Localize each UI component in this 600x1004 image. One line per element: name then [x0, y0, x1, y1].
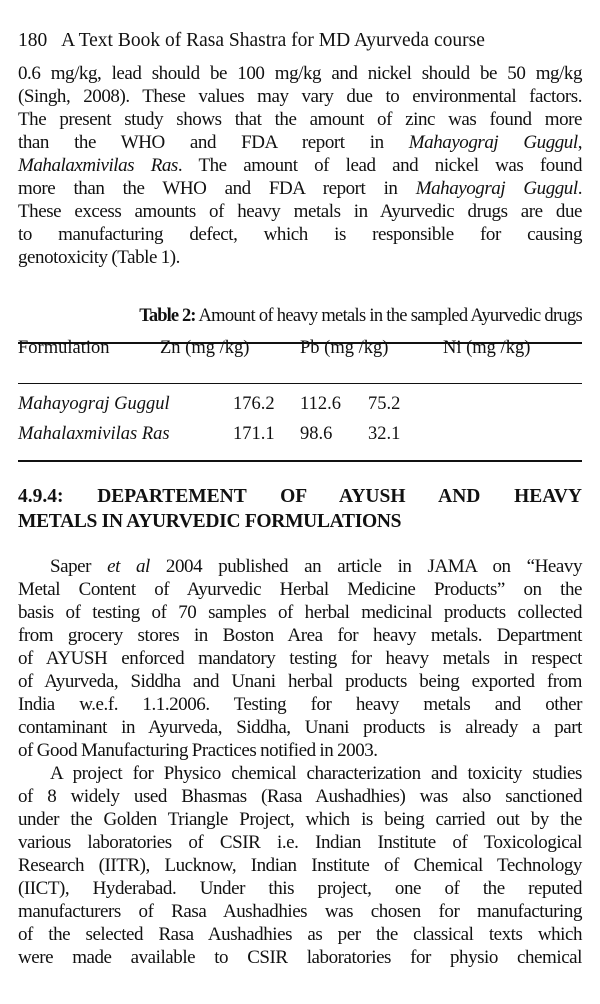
text-segment: under the Golden Triangle Project, which is being carried out by the: [18, 809, 582, 830]
text-segment: 2004 published an article in JAMA on “Heavy: [149, 556, 582, 577]
text-segment: more than the WHO and FDA report in: [18, 178, 416, 199]
page-number: 180: [18, 30, 48, 51]
text-line: [18, 578, 582, 601]
text-segment: A project for Physico chemical characterization and toxicity studies: [50, 763, 582, 784]
text-line: [18, 200, 582, 223]
text-line: [18, 900, 582, 923]
heading-line: 4.9.4: DEPARTEMENT OF AYUSH AND HEAVY: [18, 486, 582, 507]
text-line: [18, 246, 582, 269]
text-line: [18, 131, 582, 154]
italic-text: Mahayograj Guggul: [408, 132, 578, 153]
table-cell: Mahayograj Guggul: [18, 394, 170, 414]
running-header: [18, 30, 485, 52]
table-header-row: [18, 338, 582, 362]
column-header: Pb (mg /kg): [300, 338, 389, 358]
text-segment: of Good Manufacturing Practices notified in 2003.: [18, 740, 378, 761]
section-heading: [18, 484, 582, 534]
text-segment: 0.6 mg/kg, lead should be 100 mg/kg and nickel should be 50 mg/kg: [18, 63, 582, 84]
text-line: [18, 785, 582, 808]
text-segment: (Singh, 2008). These values may vary due to environmental factors.: [18, 86, 582, 107]
table-bottom-rule: [18, 460, 582, 462]
paragraph-intro: [18, 62, 582, 269]
text-segment: Research (IITR), Lucknow, Indian Institute of Chemical Technology: [18, 855, 582, 876]
heading-line: METALS IN AYURVEDIC FORMULATIONS: [18, 511, 402, 532]
table-cell: 98.6: [300, 424, 333, 444]
book-title: A Text Book of Rasa Shastra for MD Ayurveda course: [61, 30, 485, 51]
table-caption-label: Table 2:: [139, 306, 196, 326]
table-row: [18, 394, 582, 418]
paragraph-ayush: [18, 555, 582, 762]
text-segment: of Ayurveda, Siddha and Unani herbal products being exported from: [18, 671, 582, 692]
text-segment: India w.e.f. 1.1.2006. Testing for heavy metals and other: [18, 694, 582, 715]
table-cell: 32.1: [368, 424, 401, 444]
text-line: [18, 946, 582, 969]
text-segment: .: [577, 178, 582, 199]
column-header: Zn (mg /kg): [160, 338, 250, 358]
table-cell: 75.2: [368, 394, 401, 414]
text-segment: were made available to CSIR laboratories for physio chemical: [18, 947, 582, 968]
text-segment: The present study shows that the amount of zinc was found more: [18, 109, 582, 130]
text-line: [18, 693, 582, 716]
text-line: [18, 62, 582, 85]
text-segment: genotoxicity (Table 1).: [18, 247, 180, 268]
text-segment: Metal Content of Ayurvedic Herbal Medicine Products” on the: [18, 579, 582, 600]
text-segment: of the selected Rasa Aushadhies as per the classical texts which: [18, 924, 582, 945]
text-line: [18, 223, 582, 246]
text-segment: contaminant in Ayurveda, Siddha, Unani products is already a part: [18, 717, 582, 738]
text-segment: . The amount of lead and nickel was found: [177, 155, 582, 176]
text-line: [18, 601, 582, 624]
column-header: Ni (mg /kg): [443, 338, 531, 358]
text-line: [18, 831, 582, 854]
text-line: [18, 108, 582, 131]
text-line: [18, 624, 582, 647]
text-line: [18, 877, 582, 900]
text-segment: various laboratories of CSIR i.e. Indian Institute of Toxicological: [18, 832, 582, 853]
text-segment: Saper: [50, 556, 108, 577]
italic-text: Mahalaxmivilas Ras: [18, 155, 178, 176]
text-segment: basis of testing of 70 samples of herbal medicinal products collected: [18, 602, 582, 623]
text-line: [18, 854, 582, 877]
italic-text: et al: [107, 556, 150, 577]
text-line: [18, 923, 582, 946]
table-cell: Mahalaxmivilas Ras: [18, 424, 170, 444]
column-header: Formulation: [18, 338, 110, 358]
text-line: [18, 716, 582, 739]
table-caption-text: Amount of heavy metals in the sampled Ayurvedic drugs: [195, 306, 582, 326]
text-segment: from grocery stores in Boston Area for heavy metals. Department: [18, 625, 582, 646]
text-line: [18, 647, 582, 670]
text-line: [18, 177, 582, 200]
text-line: [18, 808, 582, 831]
table-row: [18, 424, 582, 448]
text-line: [18, 739, 582, 762]
text-line: [18, 762, 582, 785]
text-line: [18, 85, 582, 108]
text-segment: (IICT), Hyderabad. Under this project, one of the reputed: [18, 878, 582, 899]
table-cell: 112.6: [300, 394, 341, 414]
text-segment: to manufacturing defect, which is responsible for causing: [18, 224, 582, 245]
italic-text: Mahayograj Guggul: [415, 178, 578, 199]
text-segment: manufacturers of Rasa Aushadhies was chosen for manufacturing: [18, 901, 582, 922]
paragraph-golden-triangle: [18, 762, 582, 969]
table-caption: [18, 306, 582, 327]
table-header-rule: [18, 383, 582, 384]
text-line: [18, 555, 582, 578]
text-segment: of 8 widely used Bhasmas (Rasa Aushadhies) was also sanctioned: [18, 786, 582, 807]
text-segment: than the WHO and FDA report in: [18, 132, 409, 153]
text-segment: These excess amounts of heavy metals in Ayurvedic drugs are due: [18, 201, 582, 222]
text-line: [18, 154, 582, 177]
text-segment: ,: [577, 132, 582, 153]
text-segment: of AYUSH enforced mandatory testing for heavy metals in respect: [18, 648, 582, 669]
text-line: [18, 670, 582, 693]
table-cell: 171.1: [233, 424, 275, 444]
table-cell: 176.2: [233, 394, 275, 414]
